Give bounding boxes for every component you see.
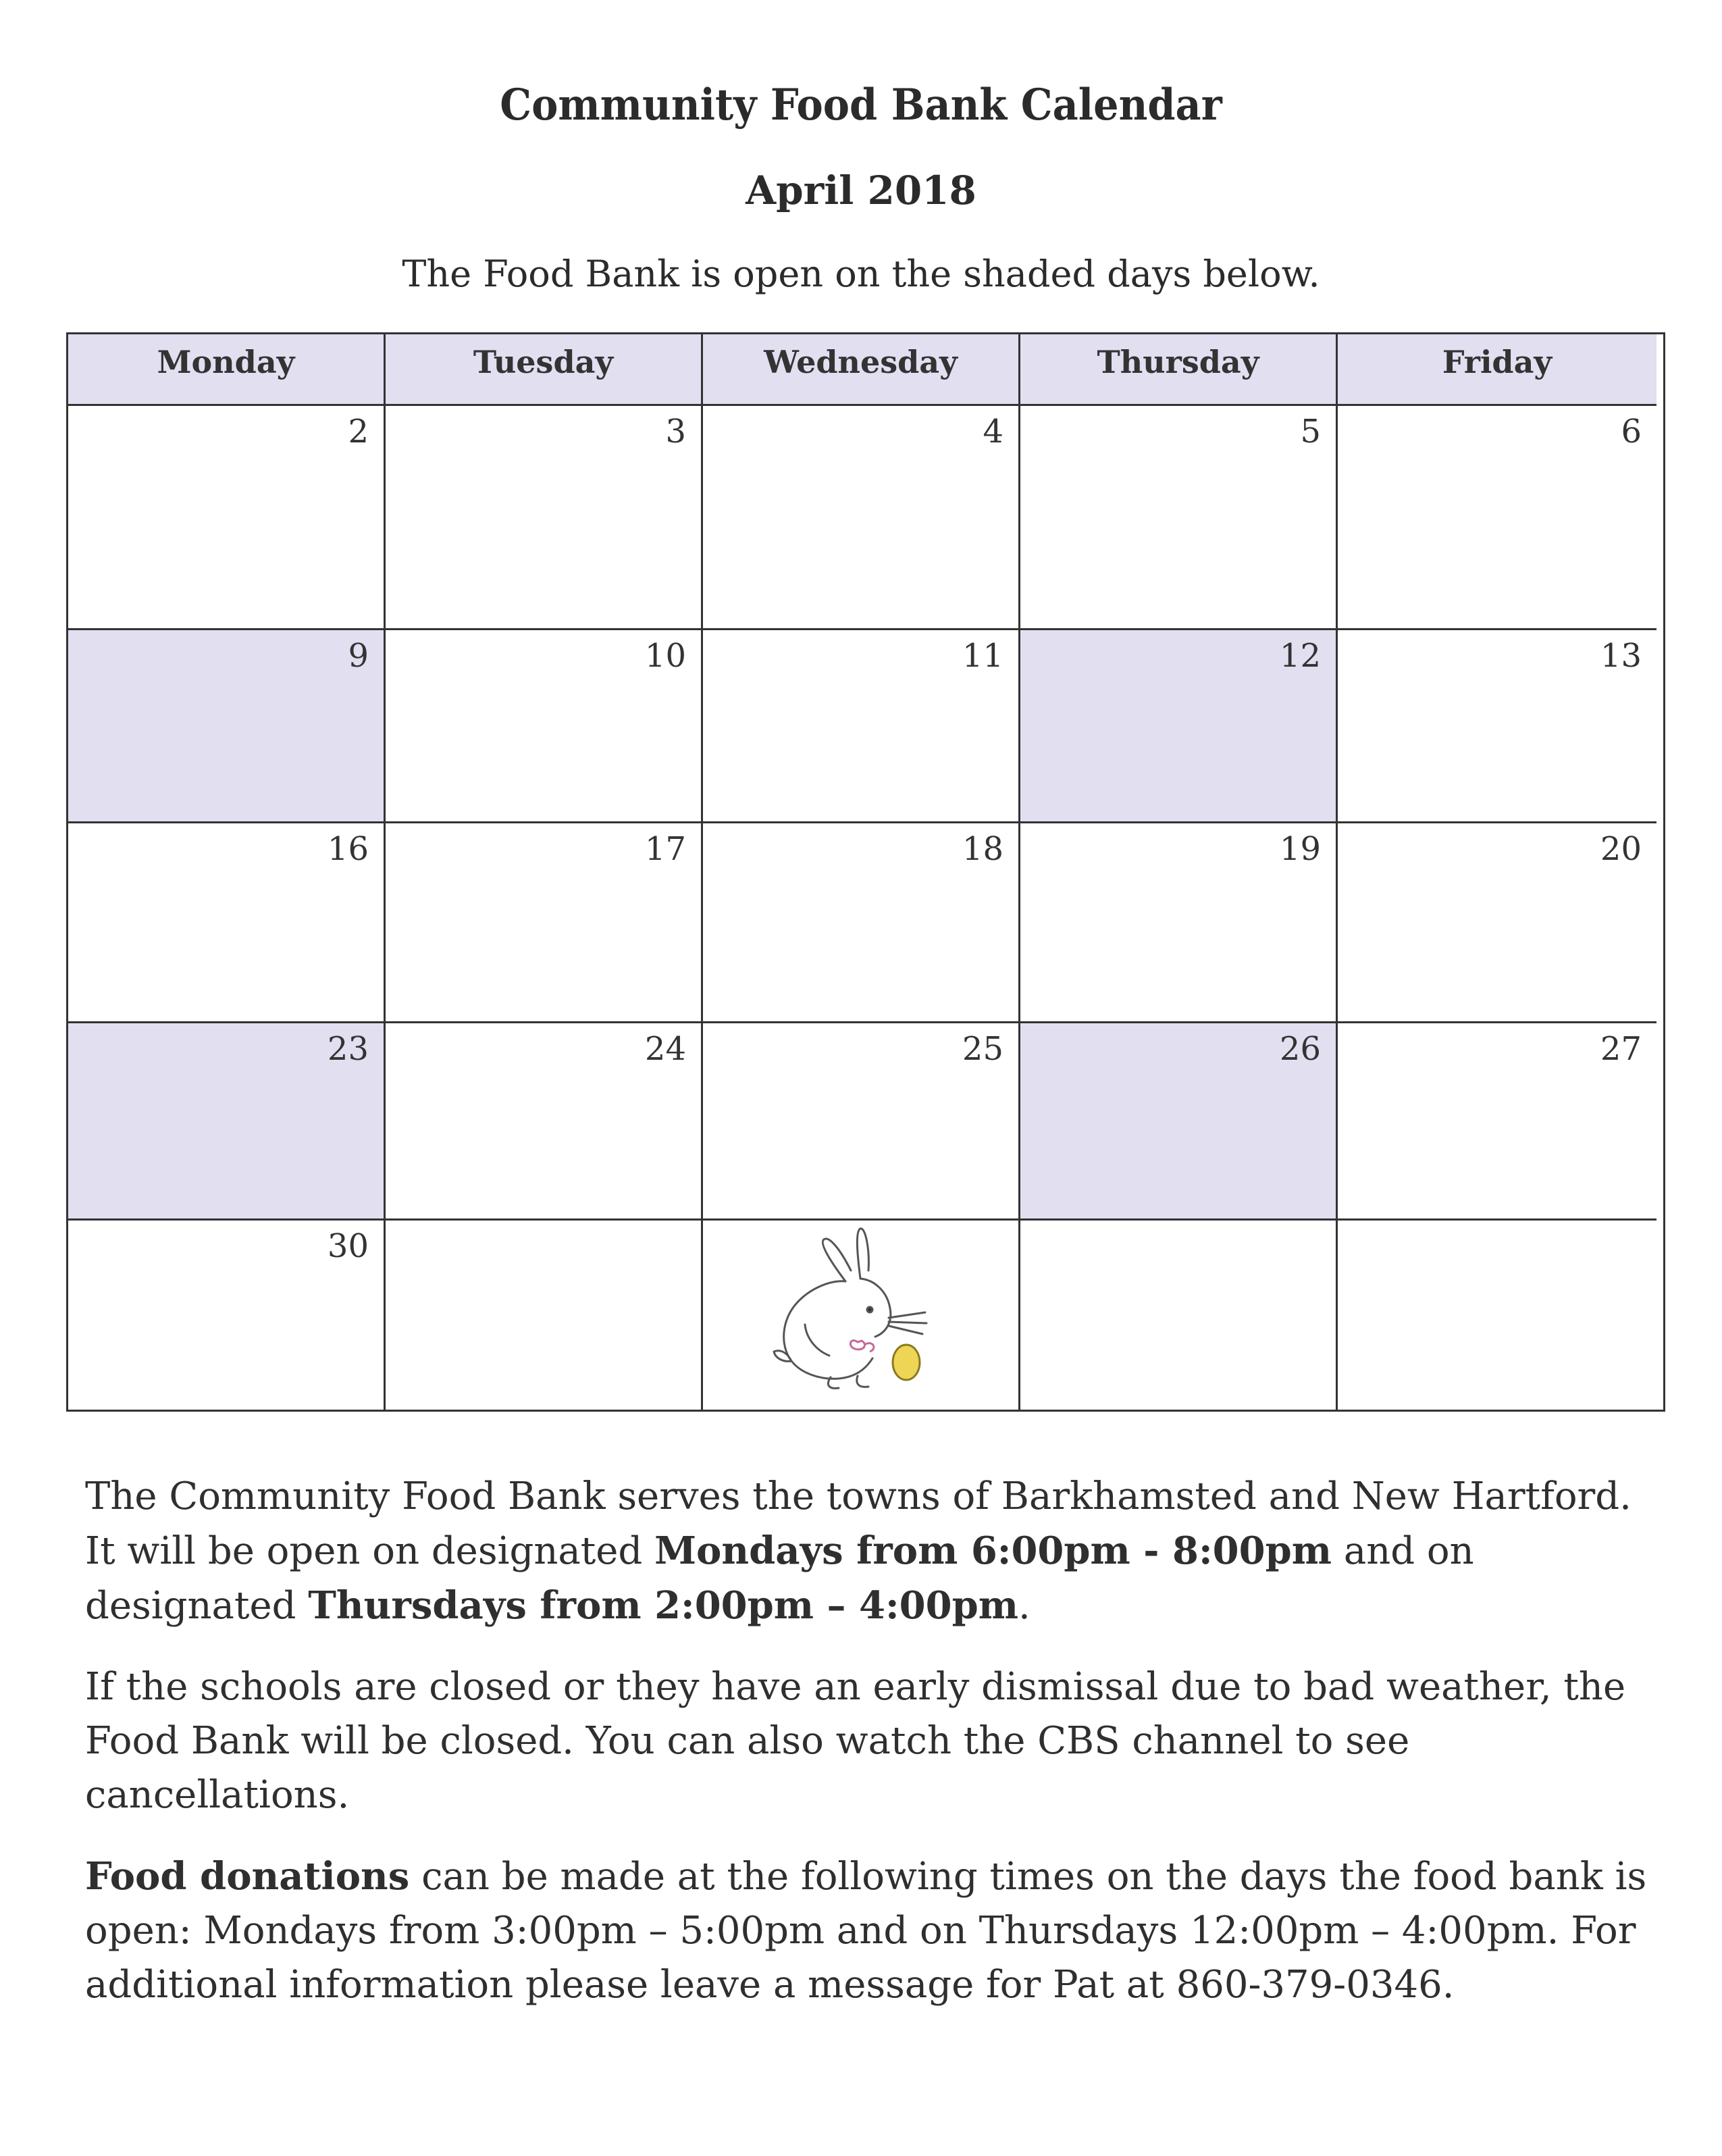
day-number: 20 [1600,830,1642,868]
calendar-day-cell [386,406,703,630]
day-number: 12 [1279,637,1321,675]
calendar-day-cell [1338,1023,1656,1221]
day-header-tuesday: Tuesday [386,334,703,406]
calendar-day-cell [386,1023,703,1221]
day-number: 13 [1600,637,1642,675]
calendar-day-cell [386,1221,703,1410]
day-number: 27 [1600,1030,1642,1068]
calendar-day-cell [703,630,1020,823]
day-header-wednesday: Wednesday [703,334,1020,406]
calendar-day-cell [1338,1221,1656,1410]
calendar-day-cell [1020,1023,1338,1221]
day-number: 17 [644,830,686,868]
day-header-monday: Monday [68,334,386,406]
donations-label: Food donations [85,1854,410,1899]
calendar-day-cell [68,1023,386,1221]
calendar-day-cell [1338,406,1656,630]
calendar-day-cell [68,1221,386,1410]
day-number: 2 [348,413,369,451]
calendar-day-cell [703,823,1020,1023]
calendar-day-cell [68,630,386,823]
info-paragraph-closures: If the schools are closed or they have an early dismissal due to bad weather, the Food Bank will be closed. You can also watch the CBS channel to see cancellations. [85,1665,1626,1817]
day-number: 9 [348,637,369,675]
hours-text-join: and on designated [85,1529,1474,1628]
info-paragraph-donations [85,1849,1659,2012]
page-title: Community Food Bank Calendar [500,80,1222,130]
calendar-month: April 2018 [746,168,976,213]
day-number: 4 [983,413,1003,451]
day-number: 30 [327,1227,369,1265]
calendar-day-cell [1020,823,1338,1023]
calendar-day-cell [386,823,703,1023]
monday-hours: Mondays from 6:00pm - 8:00pm [654,1529,1332,1573]
thursday-hours: Thursdays from 2:00pm – 4:00pm [308,1583,1019,1628]
calendar-day-cell [703,406,1020,630]
calendar-day-cell [1020,406,1338,630]
donations-text: can be made at the following times on the days the food bank is open: Mondays from 3:00pm – 5:00pm and on Thursdays 12:00pm – 4:00pm. For additional information please leave a message for Pat at 860-379-0346. [85,1855,1647,2007]
day-number: 11 [962,637,1003,675]
calendar-day-cell [703,1221,1020,1410]
day-header-friday: Friday [1338,334,1656,406]
day-number: 10 [644,637,686,675]
calendar-day-cell [1020,630,1338,823]
day-number: 3 [665,413,686,451]
day-number: 16 [327,830,369,868]
day-number: 19 [1279,830,1321,868]
calendar-grid [66,332,1665,1412]
day-number: 26 [1279,1030,1321,1068]
calendar-day-cell [1338,823,1656,1023]
hours-text: The Community Food Bank serves the towns of Barkhamsted and New Hartford. It will be open on designated [85,1474,1632,1573]
day-number: 18 [962,830,1003,868]
calendar-day-cell [1338,630,1656,823]
calendar-intro: The Food Bank is open on the shaded days below. [402,253,1320,295]
day-number: 25 [962,1030,1003,1068]
info-paragraph-hours [85,1470,1659,1633]
calendar-day-cell [1020,1221,1338,1410]
hours-text-end: . [1018,1584,1030,1628]
day-header-thursday: Thursday [1020,334,1338,406]
easter-bunny-icon [750,1223,972,1400]
day-number: 24 [644,1030,686,1068]
day-number: 5 [1300,413,1321,451]
calendar-day-cell [386,630,703,823]
day-number: 6 [1621,413,1642,451]
calendar-day-cell [68,823,386,1023]
calendar-day-cell [68,406,386,630]
day-number: 23 [327,1030,369,1068]
calendar-day-cell [703,1023,1020,1221]
